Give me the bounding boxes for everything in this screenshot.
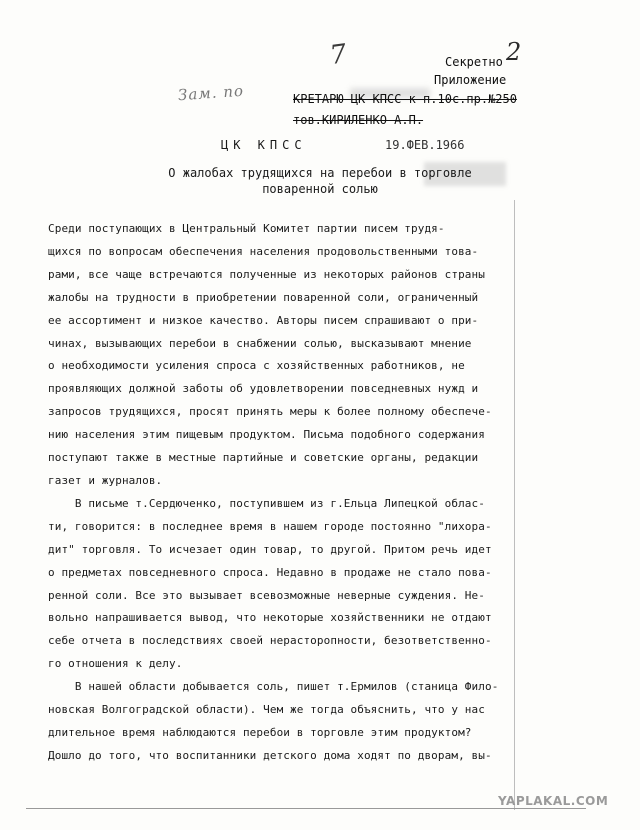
heading-line-2: поваренной солью	[262, 182, 378, 196]
secret-label: Секретно	[445, 55, 503, 69]
handwritten-scribble: Зам. по	[177, 81, 245, 105]
comrade-address: тов.КИРИЛЕНКО А.П.	[293, 113, 424, 127]
date-stamp: 19.ФЕВ.1966	[385, 138, 465, 152]
page-margin-line	[514, 200, 515, 810]
committee-title: ЦК КПСС	[221, 138, 307, 152]
document-heading	[120, 165, 520, 197]
document-body: Среди поступающих в Центральный Комитет партии писем трудя- щихся по вопросам обеспечения населения продовольственными това- рами, все чаще встречаются полученные из некоторых районов страны жалобы на трудности в приобретении поваренной соли, ограниченный ее ассортимент и низкое качество. Авторы писем спрашивают о при- чинах, вызывающих перебои в снабжении солью, высказывают мнение о необходимости усиления спроса с хозяйственных работников, не проявляющих должной заботы об удовлетворении повседневных нужд и запросов трудящихся, просят принять меры к более полному обеспече- нию населения этим пищевым продуктом. Письма подобного содержания поступают также в местные партийные и советские органы, редакции газет и журналов. В письме т.Сердюченко, поступившем из г.Ельца Липецкой облас- ти, говорится: в последнее время в нашем городе постоянно "лихора- дит" торговля. То исчезает один товар, то другой. Притом речь идет о предметах повседневного спроса. Недавно в продаже не стало пова- ренной соли. Все это вызывает всевозможные неверные суждения. Не- вольно напрашивается вывод, что некоторые хозяйственники не отдают себе отчета в последствиях своей нерасторопности, безответственно- го отношения к делу. В нашей области добывается соль, пишет т.Ермилов (станица Фило- новская Волгоградской области). Чем же тогда объяснить, что у нас длительное время наблюдаются перебои в торговле этим продуктом? Дошло до того, что воспитанники детского дома ходят по дворам, вы-	[48, 222, 499, 762]
page-bottom-line	[26, 808, 586, 809]
handwritten-page-number: 2	[506, 38, 522, 66]
secretary-address: КРЕТАРЮ ЦК КПСС к п.10с.пр.№250	[293, 92, 517, 106]
appendix-label: Приложение	[434, 73, 507, 87]
handwritten-number: 7	[327, 38, 349, 72]
heading-line-1: О жалобах трудящихся на перебои в торговле	[168, 166, 472, 180]
site-watermark: YAPLAKAL.COM	[498, 794, 609, 808]
